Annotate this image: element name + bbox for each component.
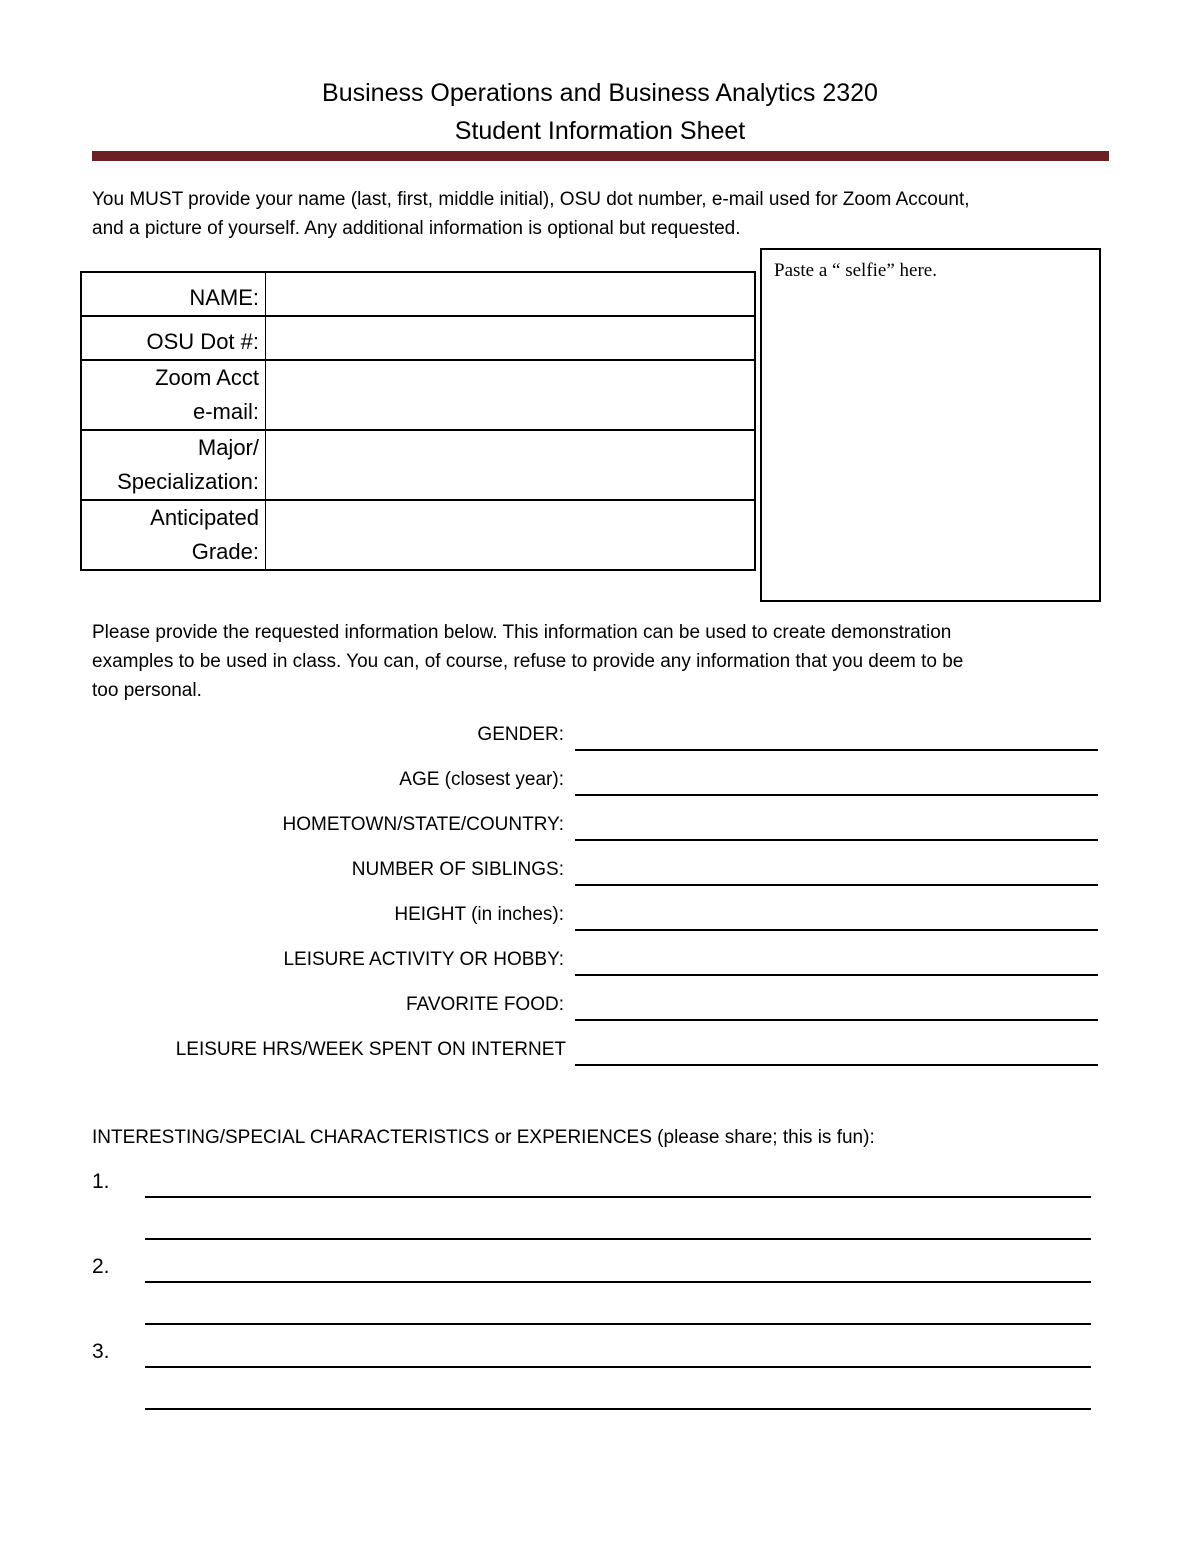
table-row [81, 272, 755, 316]
intro-line-1: You MUST provide your name (last, first, middle initial), OSU dot number, e-mail used for Zoom Account, [92, 189, 970, 210]
table-row [81, 360, 755, 430]
item-number-3: 3. [92, 1340, 110, 1363]
age-label: AGE (closest year): [399, 769, 564, 790]
student-info-table [80, 271, 756, 571]
document-subtitle: Student Information Sheet [454, 117, 746, 145]
anticipated-grade-field[interactable] [266, 500, 756, 570]
request-line-1: Please provide the requested information below. This information can be used to create demonstration [92, 622, 952, 643]
internet-hours-label: LEISURE HRS/WEEK SPENT ON INTERNET [175, 1039, 566, 1060]
intro-line-2: and a picture of yourself. Any additional information is optional but requested. [92, 218, 741, 239]
answer-line-1b[interactable] [145, 1238, 1091, 1240]
zoom-email-label: Zoom Acct e-mail: [81, 360, 266, 430]
favorite-food-label: FAVORITE FOOD: [406, 994, 564, 1015]
request-line-3: too personal. [92, 680, 202, 701]
favorite-food-field[interactable] [575, 1019, 1098, 1021]
major-label: Major/ Specialization: [81, 430, 266, 500]
anticipated-grade-label: Anticipated Grade: [81, 500, 266, 570]
table-row [81, 500, 755, 570]
height-field[interactable] [575, 929, 1098, 931]
request-line-2: examples to be used in class. You can, of course, refuse to provide any information that you deem to be [92, 651, 964, 672]
characteristics-heading: INTERESTING/SPECIAL CHARACTERISTICS or EXPERIENCES (please share; this is fun): [92, 1127, 875, 1148]
hometown-label: HOMETOWN/STATE/COUNTRY: [282, 814, 564, 835]
answer-line-2a[interactable] [145, 1281, 1091, 1283]
answer-line-3a[interactable] [145, 1366, 1091, 1368]
table-row [81, 430, 755, 500]
hobby-label: LEISURE ACTIVITY OR HOBBY: [283, 949, 564, 970]
name-field[interactable] [266, 272, 756, 316]
document-title: Business Operations and Business Analytics 2320 [322, 79, 878, 107]
selfie-box[interactable] [760, 248, 1101, 602]
answer-line-1a[interactable] [145, 1196, 1091, 1198]
zoom-email-field[interactable] [266, 360, 756, 430]
hobby-field[interactable] [575, 974, 1098, 976]
height-label: HEIGHT (in inches): [394, 904, 564, 925]
answer-line-2b[interactable] [145, 1323, 1091, 1325]
siblings-label: NUMBER OF SIBLINGS: [351, 859, 564, 880]
siblings-field[interactable] [575, 884, 1098, 886]
major-field[interactable] [266, 430, 756, 500]
gender-label: GENDER: [477, 724, 564, 745]
hometown-field[interactable] [575, 839, 1098, 841]
osu-dot-label: OSU Dot #: [81, 316, 266, 360]
name-label: NAME: [81, 272, 266, 316]
age-field[interactable] [575, 794, 1098, 796]
item-number-2: 2. [92, 1255, 110, 1278]
table-row [81, 316, 755, 360]
item-number-1: 1. [92, 1170, 110, 1193]
osu-dot-field[interactable] [266, 316, 756, 360]
gender-field[interactable] [575, 749, 1098, 751]
header-rule [92, 151, 1109, 161]
internet-hours-field[interactable] [575, 1064, 1098, 1066]
answer-line-3b[interactable] [145, 1408, 1091, 1410]
selfie-instruction: Paste a “ selfie” here. [774, 260, 937, 281]
